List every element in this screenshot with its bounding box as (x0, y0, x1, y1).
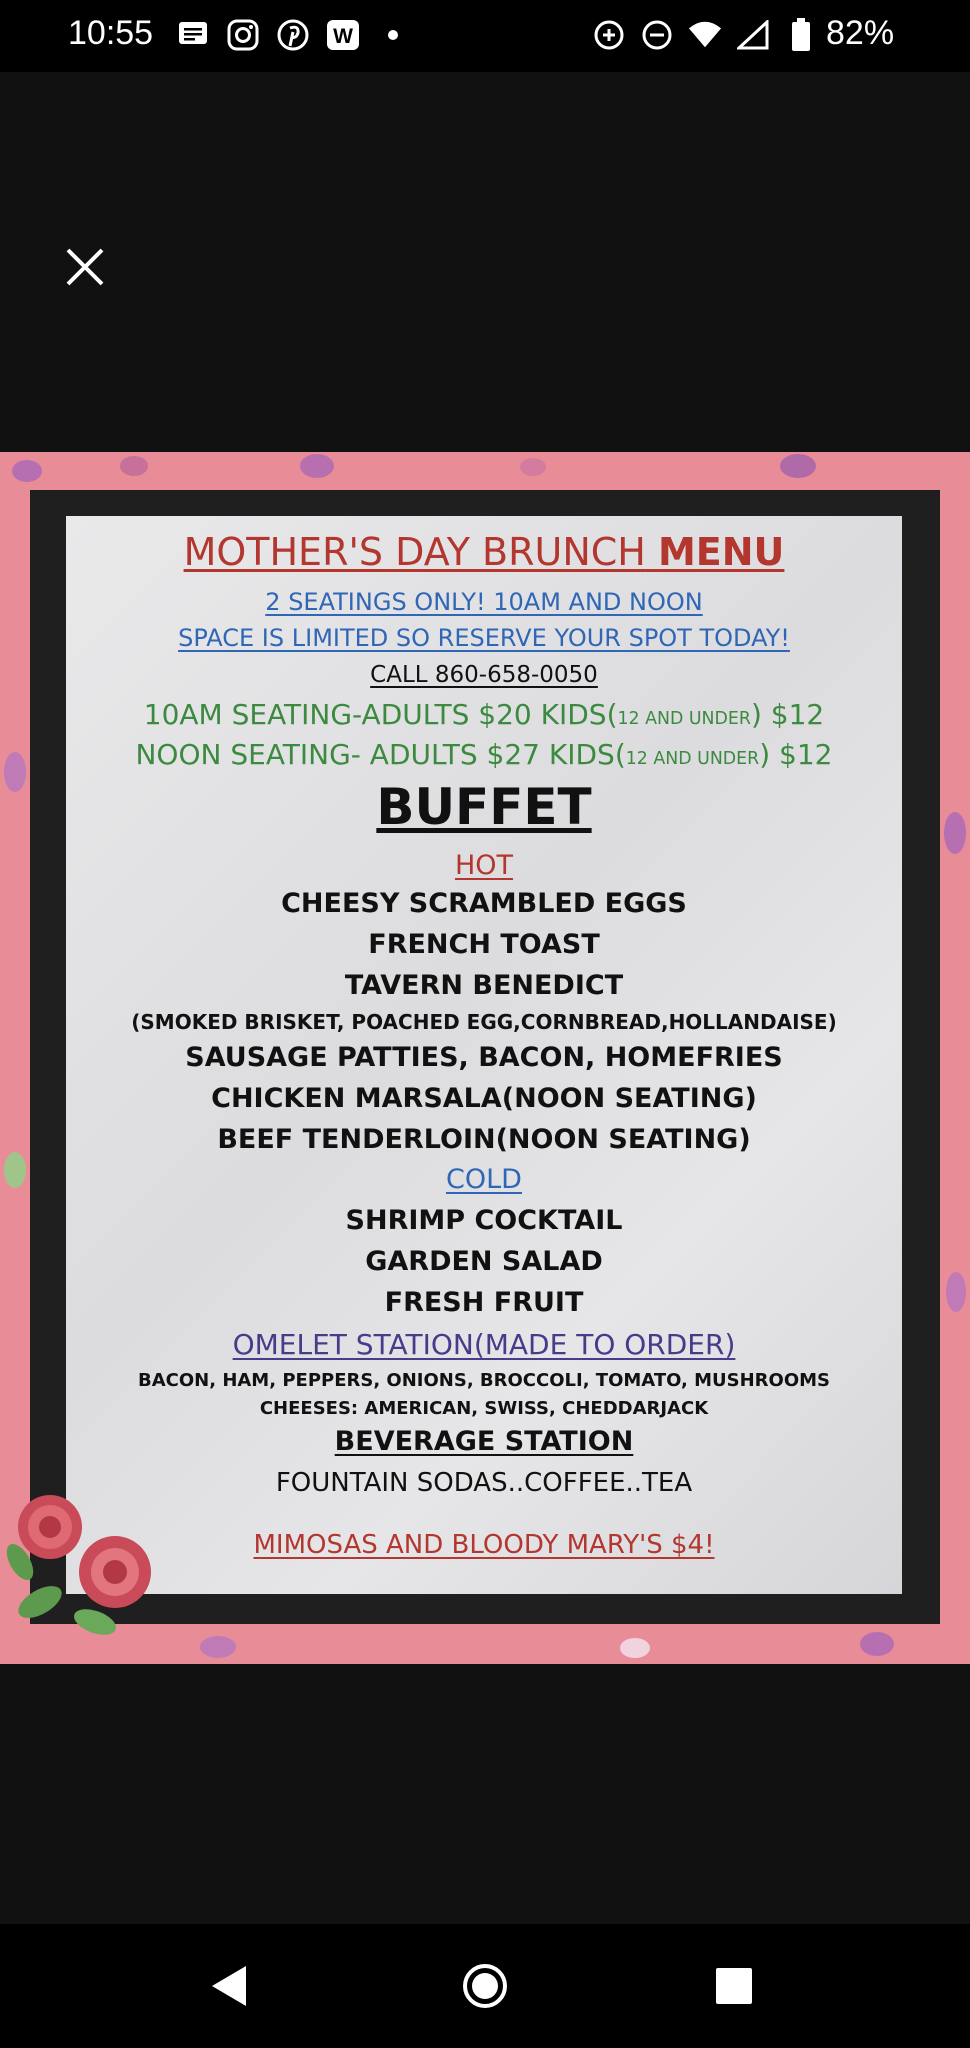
close-button[interactable] (58, 240, 112, 294)
system-icons (592, 18, 818, 52)
menu-title (66, 530, 902, 574)
beverage-heading: BEVERAGE STATION (334, 1426, 634, 1457)
battery-icon (784, 18, 818, 52)
hot-item: SAUSAGE PATTIES, BACON, HOMEFRIES (185, 1042, 783, 1073)
price-noon-text: NOON SEATING- ADULTS $27 KIDS( (135, 738, 626, 771)
beverage-items: FOUNTAIN SODAS..COFFEE..TEA (275, 1468, 693, 1498)
call-line: CALL 860-658-0050 (370, 662, 598, 688)
price-10am-text: 10AM SEATING-ADULTS $20 KIDS( (143, 698, 618, 731)
price-10am-line (66, 698, 902, 731)
cold-item: GARDEN SALAD (365, 1246, 603, 1277)
omelet-cheeses: CHEESES: AMERICAN, SWISS, CHEDDARJACK (259, 1398, 709, 1419)
buffet-heading: BUFFET (376, 778, 592, 836)
hot-item: CHICKEN MARSALA(NOON SEATING) (211, 1083, 757, 1114)
menu-board (30, 490, 940, 1624)
floral-pattern (4, 1152, 26, 1188)
seatings-line: 2 SEATINGS ONLY! 10AM AND NOON (265, 588, 703, 616)
navigation-bar (0, 1924, 970, 2048)
instagram-icon (226, 18, 260, 52)
close-icon (65, 247, 105, 287)
hot-heading: HOT (454, 850, 514, 881)
floral-pattern (200, 1636, 236, 1658)
rose-decoration (0, 1472, 160, 1642)
wifi-icon (688, 18, 722, 52)
message-icon (176, 18, 210, 52)
floral-pattern (620, 1638, 650, 1658)
price-10am-kids-age: 12 AND UNDER (617, 709, 751, 729)
battery-percentage: 82% (826, 14, 895, 52)
hot-item: TAVERN BENEDICT (344, 970, 624, 1001)
menu-paper (66, 516, 902, 1594)
mimosas-line: MIMOSAS AND BLOODY MARY'S $4! (253, 1530, 715, 1560)
floral-pattern (944, 812, 966, 854)
hot-item: BEEF TENDERLOIN(NOON SEATING) (217, 1124, 751, 1155)
hot-item: CHEESY SCRAMBLED EGGS (281, 888, 687, 919)
svg-text:W: W (333, 25, 353, 48)
home-circle-icon (461, 1962, 509, 2010)
floral-pattern (12, 460, 42, 482)
status-time: 10:55 (68, 14, 154, 52)
do-not-disturb-icon (640, 18, 674, 52)
price-noon-kids-age: 12 AND UNDER (625, 749, 760, 769)
omelet-fillings: BACON, HAM, PEPPERS, ONIONS, BROCCOLI, TOMATO, MUSHROOMS (137, 1370, 831, 1391)
floral-pattern (120, 456, 148, 476)
price-noon-line (66, 738, 902, 771)
recents-square-icon (714, 1966, 754, 2006)
omelet-heading: OMELET STATION(MADE TO ORDER) (232, 1328, 736, 1361)
notification-icons (176, 18, 410, 52)
cold-item: SHRIMP COCKTAIL (345, 1205, 623, 1236)
recents-button[interactable] (710, 1962, 758, 2010)
back-button[interactable] (206, 1962, 254, 2010)
floral-pattern (860, 1632, 894, 1656)
w-app-icon (326, 18, 360, 52)
dot-icon (376, 18, 410, 52)
cold-heading: COLD (446, 1164, 522, 1195)
floral-pattern (520, 458, 546, 476)
price-noon-kids-price: ) $12 (759, 738, 833, 771)
floral-pattern (4, 752, 26, 792)
floral-pattern (780, 454, 816, 478)
status-bar (0, 0, 970, 72)
cold-item: FRESH FRUIT (384, 1287, 584, 1318)
hot-item-detail: (SMOKED BRISKET, POACHED EGG,CORNBREAD,HOLLANDAISE) (131, 1010, 837, 1034)
menu-photo[interactable] (0, 452, 970, 1664)
floral-pattern (946, 1272, 966, 1312)
pinterest-icon (276, 18, 310, 52)
signal-icon (736, 18, 770, 52)
price-10am-kids-price: ) $12 (750, 698, 825, 731)
reserve-line: SPACE IS LIMITED SO RESERVE YOUR SPOT TODAY! (178, 624, 790, 652)
back-triangle-icon (210, 1964, 250, 2008)
hot-item: FRENCH TOAST (368, 929, 600, 960)
menu-title-suffix: MENU (657, 530, 785, 574)
home-button[interactable] (461, 1962, 509, 2010)
floral-pattern (300, 454, 334, 478)
data-saver-icon (592, 18, 626, 52)
menu-title-prefix: MOTHER'S DAY BRUNCH (183, 530, 646, 574)
